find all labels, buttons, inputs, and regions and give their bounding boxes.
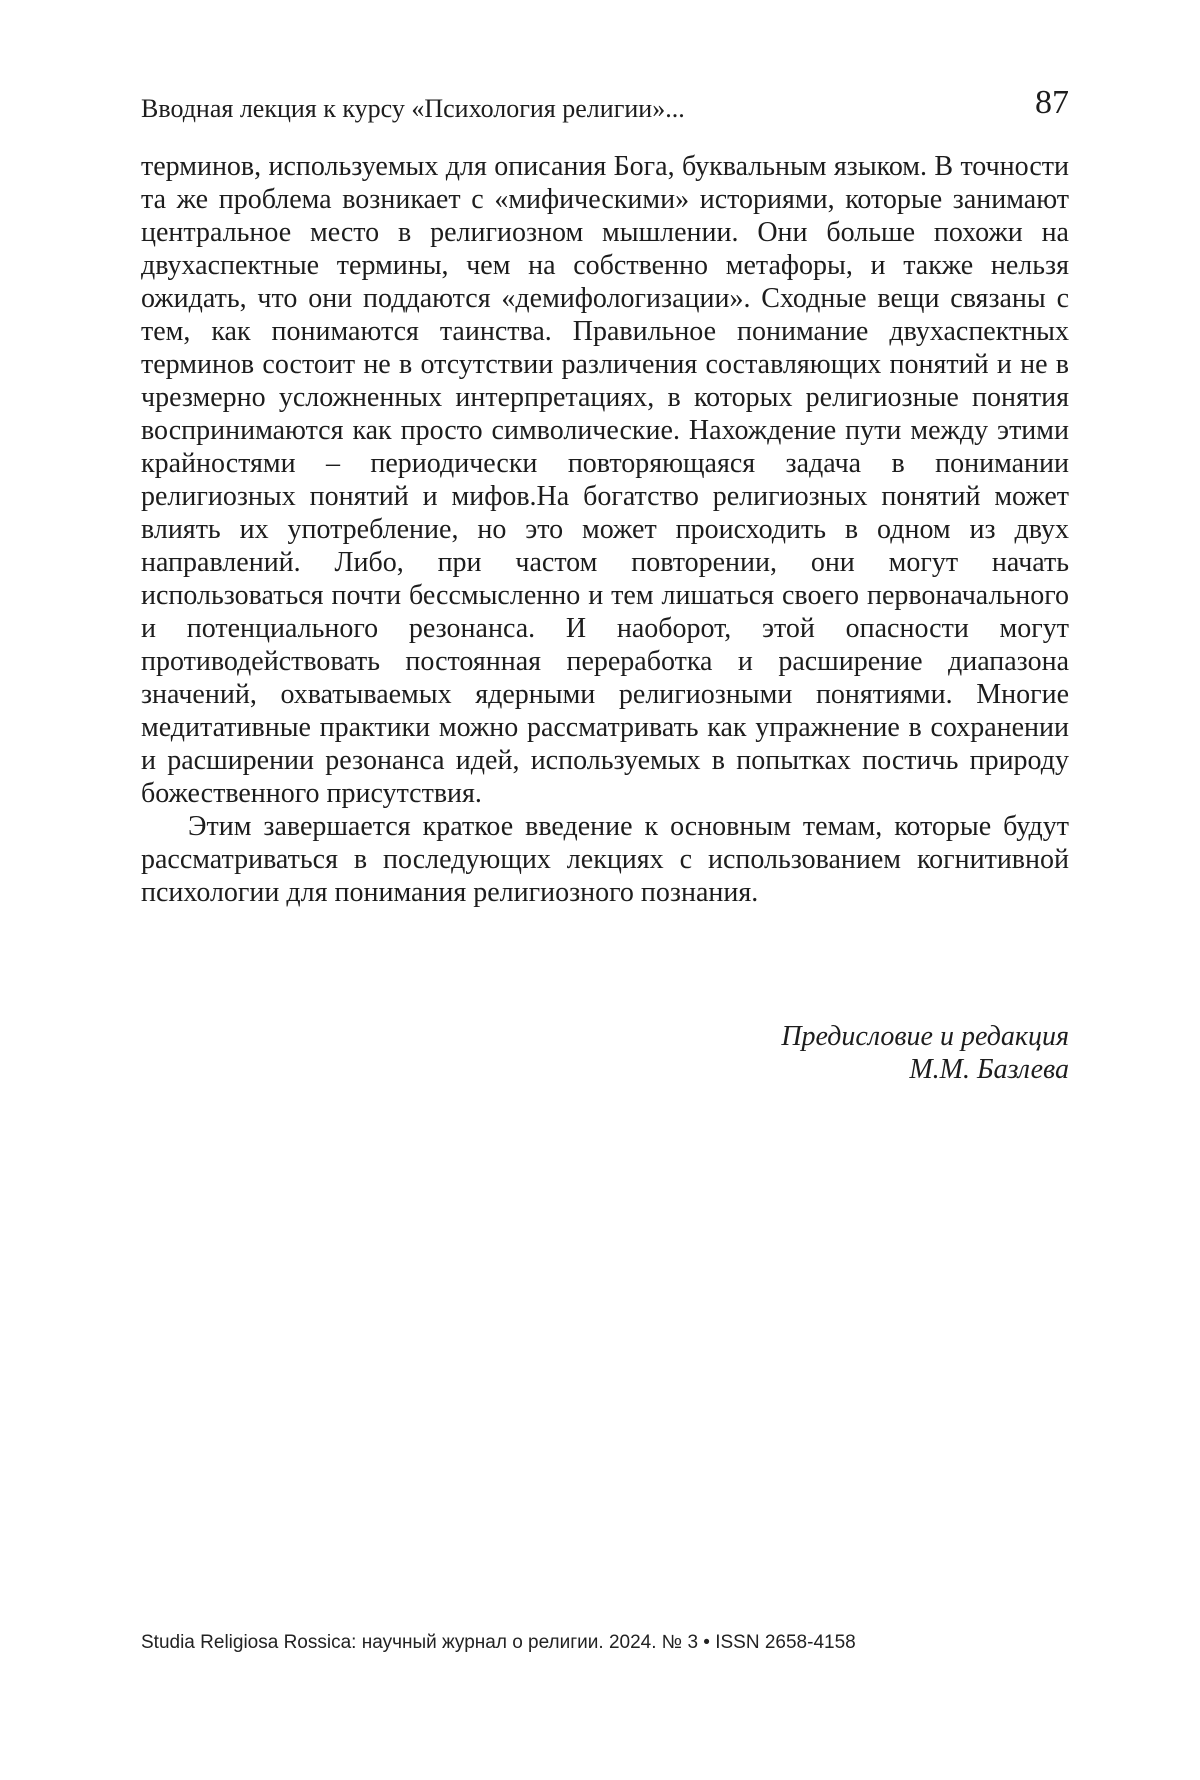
signature-name: М.М. Базлева — [909, 1054, 1069, 1085]
running-title: Вводная лекция к курсу «Психология религии»... — [141, 94, 685, 123]
body-text — [141, 150, 1069, 909]
document-page — [141, 0, 1069, 1780]
page-number: 87 — [1035, 84, 1069, 121]
signature-role: Предисловие и редакция — [781, 1021, 1069, 1052]
body-paragraph: Этим завершается краткое введение к основным темам, которые будут рассматриваться в последующих лекциях с использованием когнитивной психологии для понимания религиозного познания. — [141, 811, 1069, 908]
running-header — [141, 86, 1069, 126]
journal-footer: Studia Religiosa Rossica: научный журнал о религии. 2024. № 3 • ISSN 2658-4158 — [141, 1632, 856, 1653]
body-paragraph: терминов, используемых для описания Бога, буквальным языком. В точности та же проблема возникает с «мифическими» историями, которые занимают центральное место в религиозном мышлении. Они больше похожи на двухаспектные термины, чем на собственно метафоры, и также нельзя ожидать, что они поддаются «демифологизации». Сходные вещи связаны с тем, как понимаются таинства. Правильное понимание двухаспектных терминов состоит не в отсутствии различения составляющих понятий и не в чрезмерно усложненных интерпретациях, в которых религиозные понятия воспринимаются как просто символические. Нахождение пути между этими крайностями – периодически повторяющаяся задача в понимании религиозных понятий и мифов.На богатство религиозных понятий может влиять их употребление, но это может происходить в одном из двух направлений. Либо, при частом повторении, они могут начать использоваться почти бессмысленно и тем лишаться своего первоначального и потенциального резонанса. И наоборот, этой опасности могут противодействовать постоянная переработка и расширение диапазона значений, охватываемых ядерными религиозными понятиями. Многие медитативные практики можно рассматривать как упражнение в сохранении и расширении резонанса идей, используемых в попытках постичь природу божественного присутствия. — [141, 151, 1069, 809]
signature-block — [781, 1020, 1069, 1086]
